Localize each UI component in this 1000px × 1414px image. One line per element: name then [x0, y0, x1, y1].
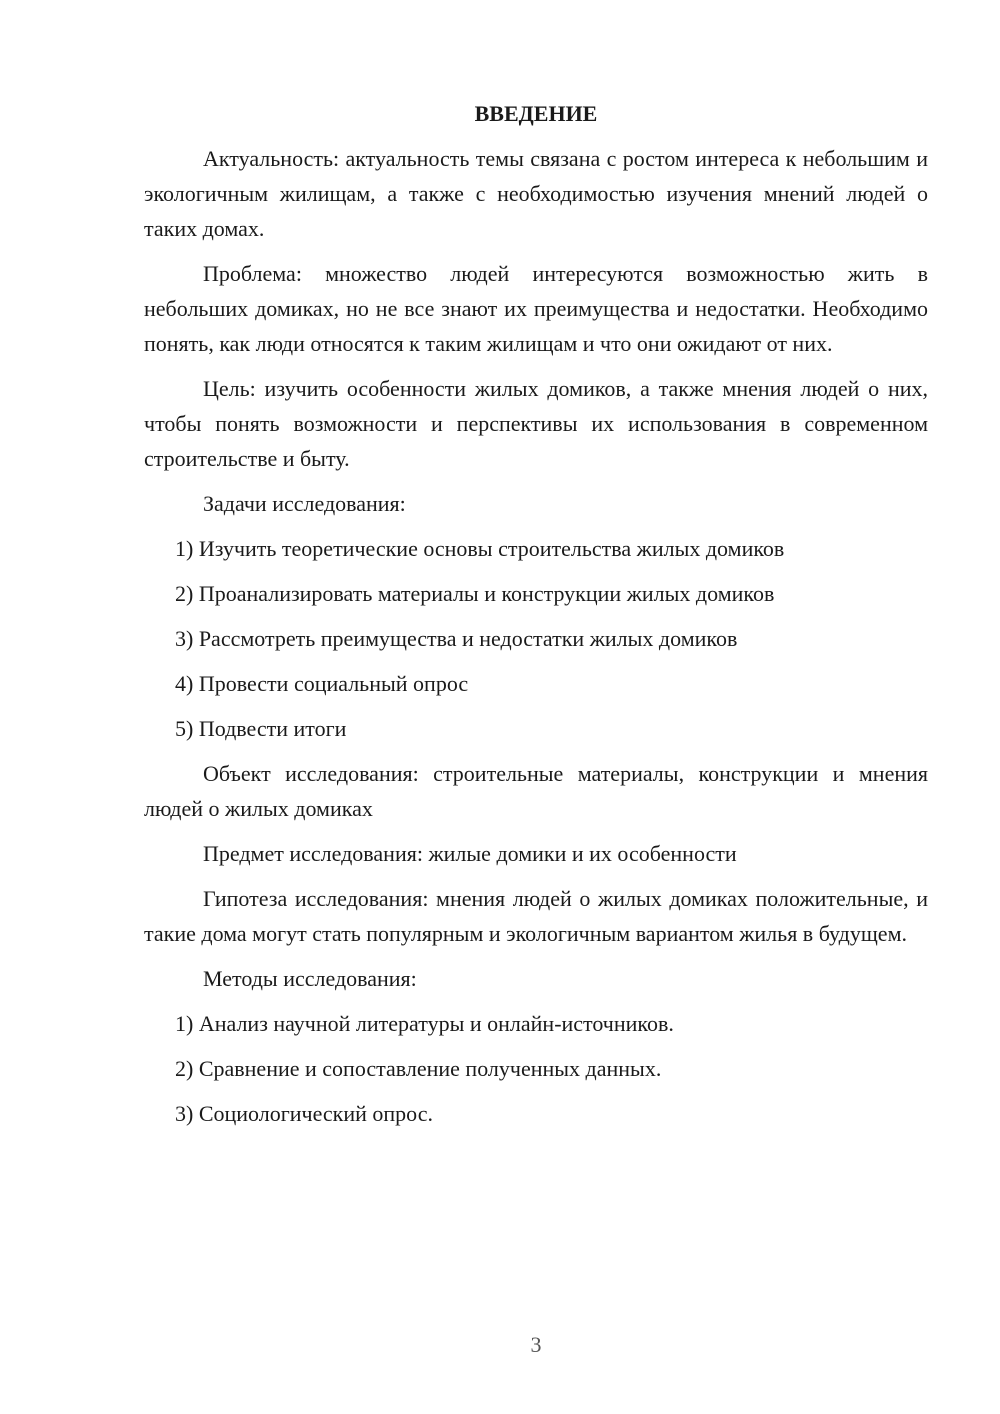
list-item: 4) Провести социальный опрос — [175, 671, 469, 696]
list-item: 2) Сравнение и сопоставление полученных данных. — [175, 1056, 662, 1081]
problem-paragraph: Проблема: множество людей интересуются возможностью жить в небольших домиках, но не все знают их преимущества и недостатки. Необходимо понять, как люди относятся к таким жилищам и что они ожидают от них. — [144, 261, 928, 356]
list-item: 1) Анализ научной литературы и онлайн-источников. — [175, 1011, 674, 1036]
list-item: 2) Проанализировать материалы и конструкции жилых домиков — [175, 581, 775, 606]
methods-heading: Методы исследования: — [203, 966, 417, 991]
object-paragraph: Объект исследования: строительные материалы, конструкции и мнения людей о жилых домиках — [144, 761, 928, 821]
methods-list — [144, 1006, 928, 1131]
goal-paragraph: Цель: изучить особенности жилых домиков, а также мнения людей о них, чтобы понять возможности и перспективы их использования в современном строительстве и быту. — [144, 376, 928, 471]
tasks-list — [144, 531, 928, 746]
subject-paragraph: Предмет исследования: жилые домики и их особенности — [203, 841, 737, 866]
page-number: 3 — [530, 1332, 542, 1357]
document-body — [144, 96, 928, 1141]
list-item: 1) Изучить теоретические основы строительства жилых домиков — [175, 536, 785, 561]
section-title: ВВЕДЕНИЕ — [474, 101, 598, 126]
list-item: 3) Социологический опрос. — [175, 1101, 433, 1126]
tasks-heading: Задачи исследования: — [203, 491, 406, 516]
hypothesis-paragraph: Гипотеза исследования: мнения людей о жилых домиках положительные, и такие дома могут стать популярным и экологичным вариантом жилья в будущем. — [144, 886, 928, 946]
list-item: 3) Рассмотреть преимущества и недостатки жилых домиков — [175, 626, 738, 651]
relevance-paragraph: Актуальность: актуальность темы связана с ростом интереса к небольшим и экологичным жилищам, а также с необходимостью изучения мнений людей о таких домах. — [144, 146, 928, 241]
list-item: 5) Подвести итоги — [175, 716, 347, 741]
